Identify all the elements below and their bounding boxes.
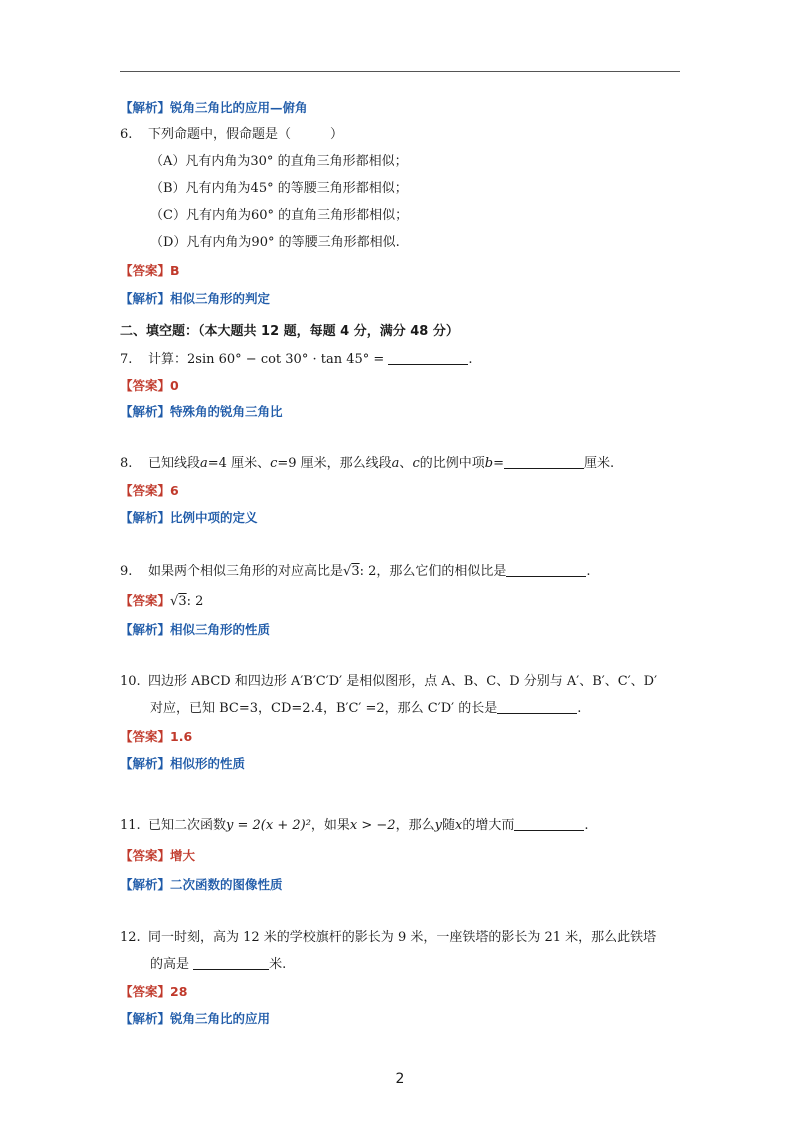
sqrt-radicand: 3 xyxy=(351,564,360,579)
text-segment: = xyxy=(493,456,504,471)
answer-tag: 【答案】 xyxy=(120,729,171,744)
question-number: 11. xyxy=(120,818,141,833)
analysis-text: 相似形的性质 xyxy=(170,756,246,771)
math-condition: x > −2 xyxy=(349,818,396,833)
q8-analysis xyxy=(120,509,258,528)
answer-blank xyxy=(514,817,584,831)
answer-tag: 【答案】 xyxy=(120,593,171,608)
analysis-text: 相似三角形的判定 xyxy=(170,291,271,306)
q6-option-d: （D）凡有内角为90° 的等腰三角形都相似. xyxy=(150,235,400,250)
question-7 xyxy=(120,351,473,369)
analysis-tag: 【解析】 xyxy=(120,756,171,771)
question-6-stem xyxy=(120,126,343,144)
question-10-line1 xyxy=(120,673,657,691)
question-number: 10. xyxy=(120,674,141,689)
answer-value: 增大 xyxy=(170,848,196,863)
q6-answer xyxy=(120,262,180,281)
variable-y: y xyxy=(434,818,442,833)
analysis-text: 相似三角形的性质 xyxy=(170,622,271,637)
text-segment: =4 厘米、 xyxy=(207,456,271,471)
analysis-text: 锐角三角比的应用 xyxy=(170,1011,271,1026)
answer-tag: 【答案】 xyxy=(120,984,171,999)
answer-blank xyxy=(388,351,468,365)
answer-blank xyxy=(193,956,269,970)
question-suffix: . xyxy=(586,564,591,579)
answer-value: B xyxy=(170,263,180,278)
text-segment: ，如果 xyxy=(310,818,350,833)
text-segment: 已知线段 xyxy=(148,456,201,471)
text-segment: =9 厘米，那么线段 xyxy=(277,456,392,471)
q6-option-a: （A）凡有内角为30° 的直角三角形都相似； xyxy=(150,154,408,169)
section-title: 二、填空题：（本大题共 12 题，每题 4 分，满分 48 分） xyxy=(120,324,459,339)
q11-analysis xyxy=(120,876,283,895)
answer-blank xyxy=(497,700,577,714)
q8-answer xyxy=(120,482,179,501)
analysis-tag: 【解析】 xyxy=(120,404,171,419)
answer-value: 28 xyxy=(170,984,188,999)
variable-b: b xyxy=(484,456,494,471)
answer-blank xyxy=(504,455,584,469)
text-segment: 已知二次函数 xyxy=(148,818,227,833)
question-number: 6. xyxy=(120,127,133,142)
question-10-line2 xyxy=(150,700,581,718)
answer-ratio: : 2 xyxy=(186,594,204,609)
q11-answer xyxy=(120,847,195,866)
question-9: 9. 如果两个相似三角形的对应高比是√3: 2，那么它们的相似比是 . xyxy=(120,564,591,579)
question-8 xyxy=(120,455,614,473)
question-number: 7. xyxy=(120,352,133,367)
question-suffix: . xyxy=(468,352,473,367)
question-number: 8. xyxy=(120,456,133,471)
question-11 xyxy=(120,817,588,835)
text-segment: 的增大而 xyxy=(462,818,515,833)
question-suffix: 米. xyxy=(269,957,287,972)
q6-analysis xyxy=(120,290,270,309)
q9-analysis xyxy=(120,621,270,640)
answer-tag: 【答案】 xyxy=(120,263,171,278)
q6-option-b: （B）凡有内角为45° 的等腰三角形都相似； xyxy=(150,181,408,196)
text-segment: 、 xyxy=(399,456,413,471)
text-segment: ，那么 xyxy=(395,818,435,833)
analysis-tag: 【解析】 xyxy=(120,877,171,892)
text-segment: 如果两个相似三角形的对应高比是 xyxy=(148,564,344,579)
question-suffix: . xyxy=(577,701,582,716)
header-rule xyxy=(120,71,680,72)
analysis-tag: 【解析】 xyxy=(120,1011,171,1026)
answer-tag: 【答案】 xyxy=(120,378,171,393)
q10-analysis xyxy=(120,755,245,774)
question-suffix: 厘米. xyxy=(583,456,615,471)
text-segment: 随 xyxy=(441,818,455,833)
analysis-text: 特殊角的锐角三角比 xyxy=(170,404,283,419)
answer-value: 1.6 xyxy=(170,729,193,744)
variable-x: x xyxy=(454,818,463,833)
analysis-text: 比例中项的定义 xyxy=(170,510,258,525)
analysis-text: 锐角三角比的应用—俯角 xyxy=(170,100,308,115)
answer-sqrt-radicand: 3 xyxy=(178,594,187,609)
analysis-tag: 【解析】 xyxy=(120,100,171,115)
question-number: 9. xyxy=(120,564,133,579)
analysis-tag: 【解析】 xyxy=(120,291,171,306)
question-12-line2 xyxy=(150,956,286,974)
q6-option-c: （C）凡有内角为60° 的直角三角形都相似； xyxy=(150,208,409,223)
variable-c: c xyxy=(270,456,278,471)
question-text: 四边形 ABCD 和四边形 A′B′C′D′ 是相似图形，点 A、B、C、D 分别与 A′、B′、C′、D′ xyxy=(148,674,658,689)
answer-tag: 【答案】 xyxy=(120,848,171,863)
question-text: 的高是 xyxy=(150,957,190,972)
analysis-text: 二次函数的图像性质 xyxy=(170,877,283,892)
analysis-tag: 【解析】 xyxy=(120,622,171,637)
question-text: 同一时刻，高为 12 米的学校旗杆的影长为 9 米，一座铁塔的影长为 21 米，那么此铁塔 xyxy=(148,930,657,945)
question-number: 12. xyxy=(120,930,141,945)
variable-c: c xyxy=(412,456,420,471)
variable-a: a xyxy=(200,456,208,471)
analysis-tag: 【解析】 xyxy=(120,510,171,525)
page-number: 2 xyxy=(395,1071,405,1087)
text-segment: 的比例中项 xyxy=(419,456,485,471)
q12-analysis xyxy=(120,1010,270,1029)
q5-analysis xyxy=(120,99,308,118)
math-expression: y = 2(x + 2)² xyxy=(226,818,311,833)
q7-answer xyxy=(120,377,179,396)
question-suffix: . xyxy=(584,818,589,833)
variable-a: a xyxy=(391,456,400,471)
question-text: 对应，已知 BC=3，CD=2.4，B′C′ =2，那么 C′D′ 的长是 xyxy=(150,701,498,716)
answer-tag: 【答案】 xyxy=(120,483,171,498)
ratio-text: : 2 xyxy=(359,564,377,579)
q9-answer: 【答案】√3: 2 xyxy=(120,593,204,609)
q10-answer xyxy=(120,728,192,747)
text-segment: ，那么它们的相似比是 xyxy=(376,564,507,579)
question-12-line1 xyxy=(120,929,656,947)
question-text: 下列命题中，假命题是（ ） xyxy=(148,127,344,142)
math-expression: 2sin 60° − cot 30° · tan 45° = xyxy=(187,352,385,367)
answer-blank xyxy=(506,563,586,577)
q12-answer xyxy=(120,983,187,1002)
answer-value: 6 xyxy=(170,483,179,498)
question-prefix: 计算： xyxy=(148,352,188,367)
answer-value: 0 xyxy=(170,378,179,393)
q7-analysis xyxy=(120,403,283,422)
